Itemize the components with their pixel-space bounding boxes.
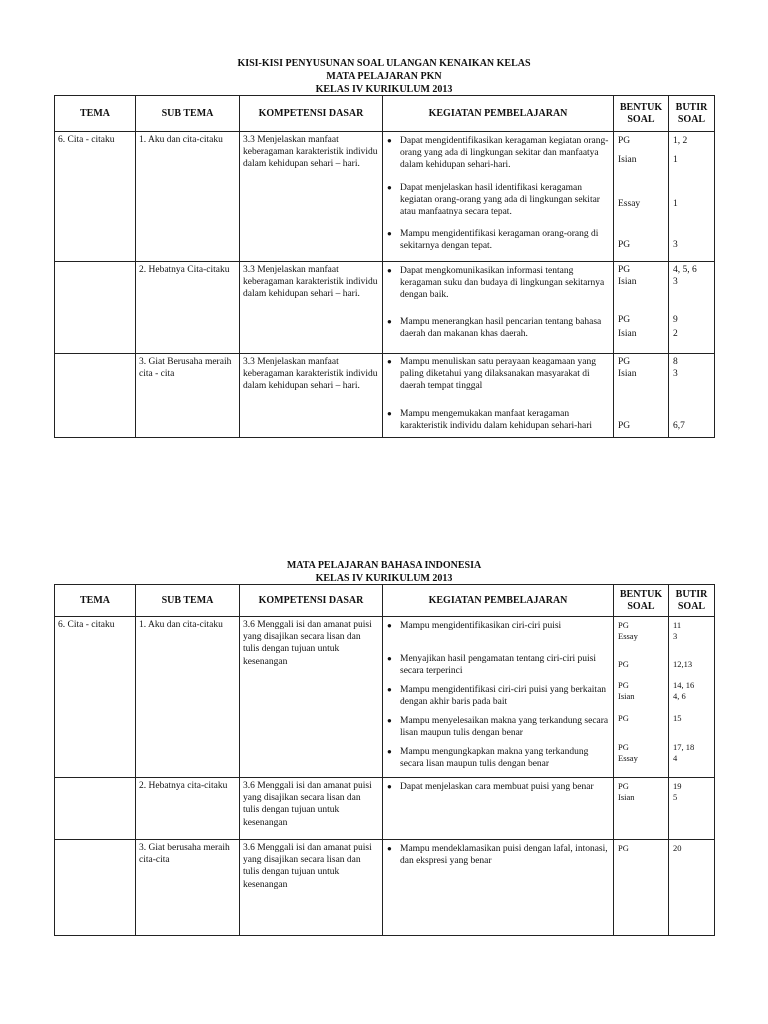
cell-kompetensi: 3.3 Menjelaskan manfaat keberagaman karakteristik individu dalam kehidupan sehari – hari. (240, 132, 383, 262)
kegiatan-item: ● Mampu mendeklamasikan puisi dengan lafal, intonasi, dan ekspresi yang benar (387, 843, 610, 867)
cell-tema (55, 840, 136, 936)
butir-value: 2 (673, 329, 678, 339)
bentuk-value: Isian (618, 369, 637, 379)
kegiatan-item: ● Mampu mengidentifikasi keragaman orang-orang di sekitarnya dengan tepat. (387, 228, 610, 252)
kegiatan-item: ● Dapat mengidentifikasikan keragaman kegiatan orang-orang yang ada di lingkungan sekitar dan manfaatya dalam kehidupan sehari-hari. (387, 135, 610, 172)
kegiatan-item: ● Dapat mengkomunikasikan informasi tentang keragaman suku dan budaya di lingkungan sekitarnya dengan baik. (387, 265, 610, 302)
kegiatan-item: ● Dapat menjelaskan cara membuat puisi yang benar (387, 781, 610, 793)
butir-value: 3 (673, 277, 678, 287)
section2-title-line1: MATA PELAJARAN BAHASA INDONESIA (286, 560, 482, 571)
butir-value: 19 (673, 781, 682, 791)
cell-sub-tema: 1. Aku dan cita-citaku (136, 132, 240, 262)
section1-title-line3: KELAS IV KURIKULUM 2013 (315, 84, 453, 95)
cell-bentuk-soal (614, 778, 669, 840)
bahasa-indonesia-table (54, 584, 715, 936)
cell-butir-soal (669, 132, 715, 262)
butir-value: 3 (673, 369, 678, 379)
bentuk-value: PG (618, 315, 631, 325)
kegiatan-item: ● Dapat menjelaskan hasil identifikasi keragaman kegiatan orang-orang yang ada di lingkungan sekitar atau manfaatnya secara tepat. (387, 182, 610, 219)
header-sub-tema: SUB TEMA (136, 96, 240, 132)
header-bentuk-soal: BENTUK SOAL (614, 96, 669, 132)
kegiatan-item: ● Menyajikan hasil pengamatan tentang ciri-ciri puisi secara terperinci (387, 653, 610, 677)
cell-tema: 6. Cita - citaku (55, 617, 136, 778)
cell-bentuk-soal (614, 840, 669, 936)
bentuk-value: Essay (618, 631, 638, 641)
butir-value: 1 (673, 155, 678, 165)
kegiatan-item: ● Mampu menerangkan hasil pencarian tentang bahasa daerah dan makanan khas daerah. (387, 316, 610, 340)
butir-value: 5 (673, 792, 678, 802)
section1-title-line2: MATA PELAJARAN PKN (326, 71, 442, 82)
cell-kegiatan (383, 132, 614, 262)
header-tema: TEMA (55, 96, 136, 132)
cell-bentuk-soal (614, 617, 669, 778)
section1-title-line1: KISI-KISI PENYUSUNAN SOAL ULANGAN KENAIKAN KELAS (237, 58, 531, 69)
cell-kompetensi: 3.3 Menjelaskan manfaat keberagaman karakteristik individu dalam kehidupan sehari – hari. (240, 354, 383, 438)
header-butir-soal: BUTIR SOAL (669, 96, 715, 132)
butir-value: 6,7 (673, 421, 685, 431)
cell-kegiatan (383, 778, 614, 840)
butir-value: 20 (673, 843, 682, 853)
header-kegiatan: KEGIATAN PEMBELAJARAN (383, 585, 614, 617)
bentuk-value: PG (618, 781, 629, 791)
kegiatan-item: ● Mampu mengemukakan manfaat keragaman karakteristik individu dalam kehidupan sehari-hari (387, 408, 610, 432)
butir-value: 11 (673, 620, 682, 630)
cell-kompetensi: 3.3 Menjelaskan manfaat keberagaman karakteristik individu dalam kehidupan sehari – hari. (240, 262, 383, 354)
butir-value: 12,13 (673, 659, 693, 669)
cell-kegiatan (383, 617, 614, 778)
bentuk-value: Essay (618, 199, 641, 209)
bentuk-value: PG (618, 843, 629, 853)
cell-butir-soal (669, 354, 715, 438)
header-bentuk-soal: BENTUK SOAL (614, 585, 669, 617)
cell-tema (55, 354, 136, 438)
cell-bentuk-soal (614, 354, 669, 438)
cell-sub-tema: 2. Hebatnya Cita-citaku (136, 262, 240, 354)
bentuk-value: PG (618, 357, 631, 367)
butir-value: 1, 2 (673, 136, 688, 146)
bentuk-value: PG (618, 136, 631, 146)
table-header-row (55, 96, 715, 132)
header-kompetensi-dasar: KOMPETENSI DASAR (240, 96, 383, 132)
cell-sub-tema: 1. Aku dan cita-citaku (136, 617, 240, 778)
table-row (55, 262, 715, 354)
cell-kegiatan (383, 354, 614, 438)
cell-kegiatan (383, 262, 614, 354)
table-row (55, 778, 715, 840)
bentuk-value: PG (618, 659, 629, 669)
bentuk-value: PG (618, 742, 629, 752)
butir-value: 3 (673, 240, 678, 250)
cell-tema: 6. Cita - citaku (55, 132, 136, 262)
bentuk-value: Isian (618, 155, 637, 165)
header-butir-soal: BUTIR SOAL (669, 585, 715, 617)
cell-tema (55, 262, 136, 354)
kegiatan-item: ● Mampu mengidentifikasi ciri-ciri puisi yang berkaitan dengan akhir baris pada bait (387, 684, 610, 708)
bentuk-value: PG (618, 713, 629, 723)
cell-butir-soal (669, 617, 715, 778)
cell-tema (55, 778, 136, 840)
pkn-table (54, 95, 715, 438)
cell-butir-soal (669, 840, 715, 936)
cell-sub-tema: 2. Hebatnya cita-citaku (136, 778, 240, 840)
cell-butir-soal (669, 778, 715, 840)
bentuk-value: Isian (618, 691, 635, 701)
table-header-row (55, 585, 715, 617)
bentuk-value: Isian (618, 792, 635, 802)
cell-kompetensi: 3.6 Menggali isi dan amanat puisi yang disajikan secara lisan dan tulis dengan tujuan untuk kesenangan (240, 617, 383, 778)
bentuk-value: PG (618, 421, 631, 431)
header-sub-tema: SUB TEMA (136, 585, 240, 617)
bentuk-value: PG (618, 240, 631, 250)
table-row (55, 354, 715, 438)
section2-title-line2: KELAS IV KURIKULUM 2013 (315, 573, 453, 584)
butir-value: 4, 5, 6 (673, 265, 697, 275)
cell-bentuk-soal (614, 132, 669, 262)
bentuk-value: PG (618, 265, 631, 275)
kegiatan-item: ● Mampu menuliskan satu perayaan keagamaan yang paling diketahui yang dilaksanakan masyarakat di daerah tempat tinggal (387, 356, 610, 393)
butir-value: 3 (673, 631, 678, 641)
table-row (55, 132, 715, 262)
table-row (55, 840, 715, 936)
cell-bentuk-soal (614, 262, 669, 354)
butir-value: 9 (673, 315, 678, 325)
butir-value: 8 (673, 357, 678, 367)
butir-value: 17, 18 (673, 742, 695, 752)
butir-value: 14, 16 (673, 680, 695, 690)
bentuk-value: PG (618, 620, 629, 630)
kegiatan-item: ● Mampu mengidentifikasikan ciri-ciri puisi (387, 620, 610, 632)
cell-sub-tema: 3. Giat berusaha meraih cita-cita (136, 840, 240, 936)
cell-butir-soal (669, 262, 715, 354)
butir-value: 1 (673, 199, 678, 209)
kegiatan-item: ● Mampu mengungkapkan makna yang terkandung secara lisan maupun tulis dengan benar (387, 746, 610, 770)
bentuk-value: Essay (618, 753, 638, 763)
table-row (55, 617, 715, 778)
header-kegiatan: KEGIATAN PEMBELAJARAN (383, 96, 614, 132)
header-tema: TEMA (55, 585, 136, 617)
kegiatan-item: ● Mampu menyelesaikan makna yang terkandung secara lisan maupun tulis dengan benar (387, 715, 610, 739)
cell-kompetensi: 3.6 Menggali isi dan amanat puisi yang disajikan secara lisan dan tulis dengan tujuan untuk kesenangan (240, 840, 383, 936)
header-kompetensi-dasar: KOMPETENSI DASAR (240, 585, 383, 617)
bentuk-value: Isian (618, 329, 637, 339)
butir-value: 4 (673, 753, 678, 763)
bentuk-value: Isian (618, 277, 637, 287)
bentuk-value: PG (618, 680, 629, 690)
cell-kegiatan (383, 840, 614, 936)
butir-value: 4, 6 (673, 691, 686, 701)
cell-sub-tema: 3. Giat Berusaha meraih cita - cita (136, 354, 240, 438)
butir-value: 15 (673, 713, 682, 723)
cell-kompetensi: 3.6 Menggali isi dan amanat puisi yang disajikan secara lisan dan tulis dengan tujuan untuk kesenangan (240, 778, 383, 840)
